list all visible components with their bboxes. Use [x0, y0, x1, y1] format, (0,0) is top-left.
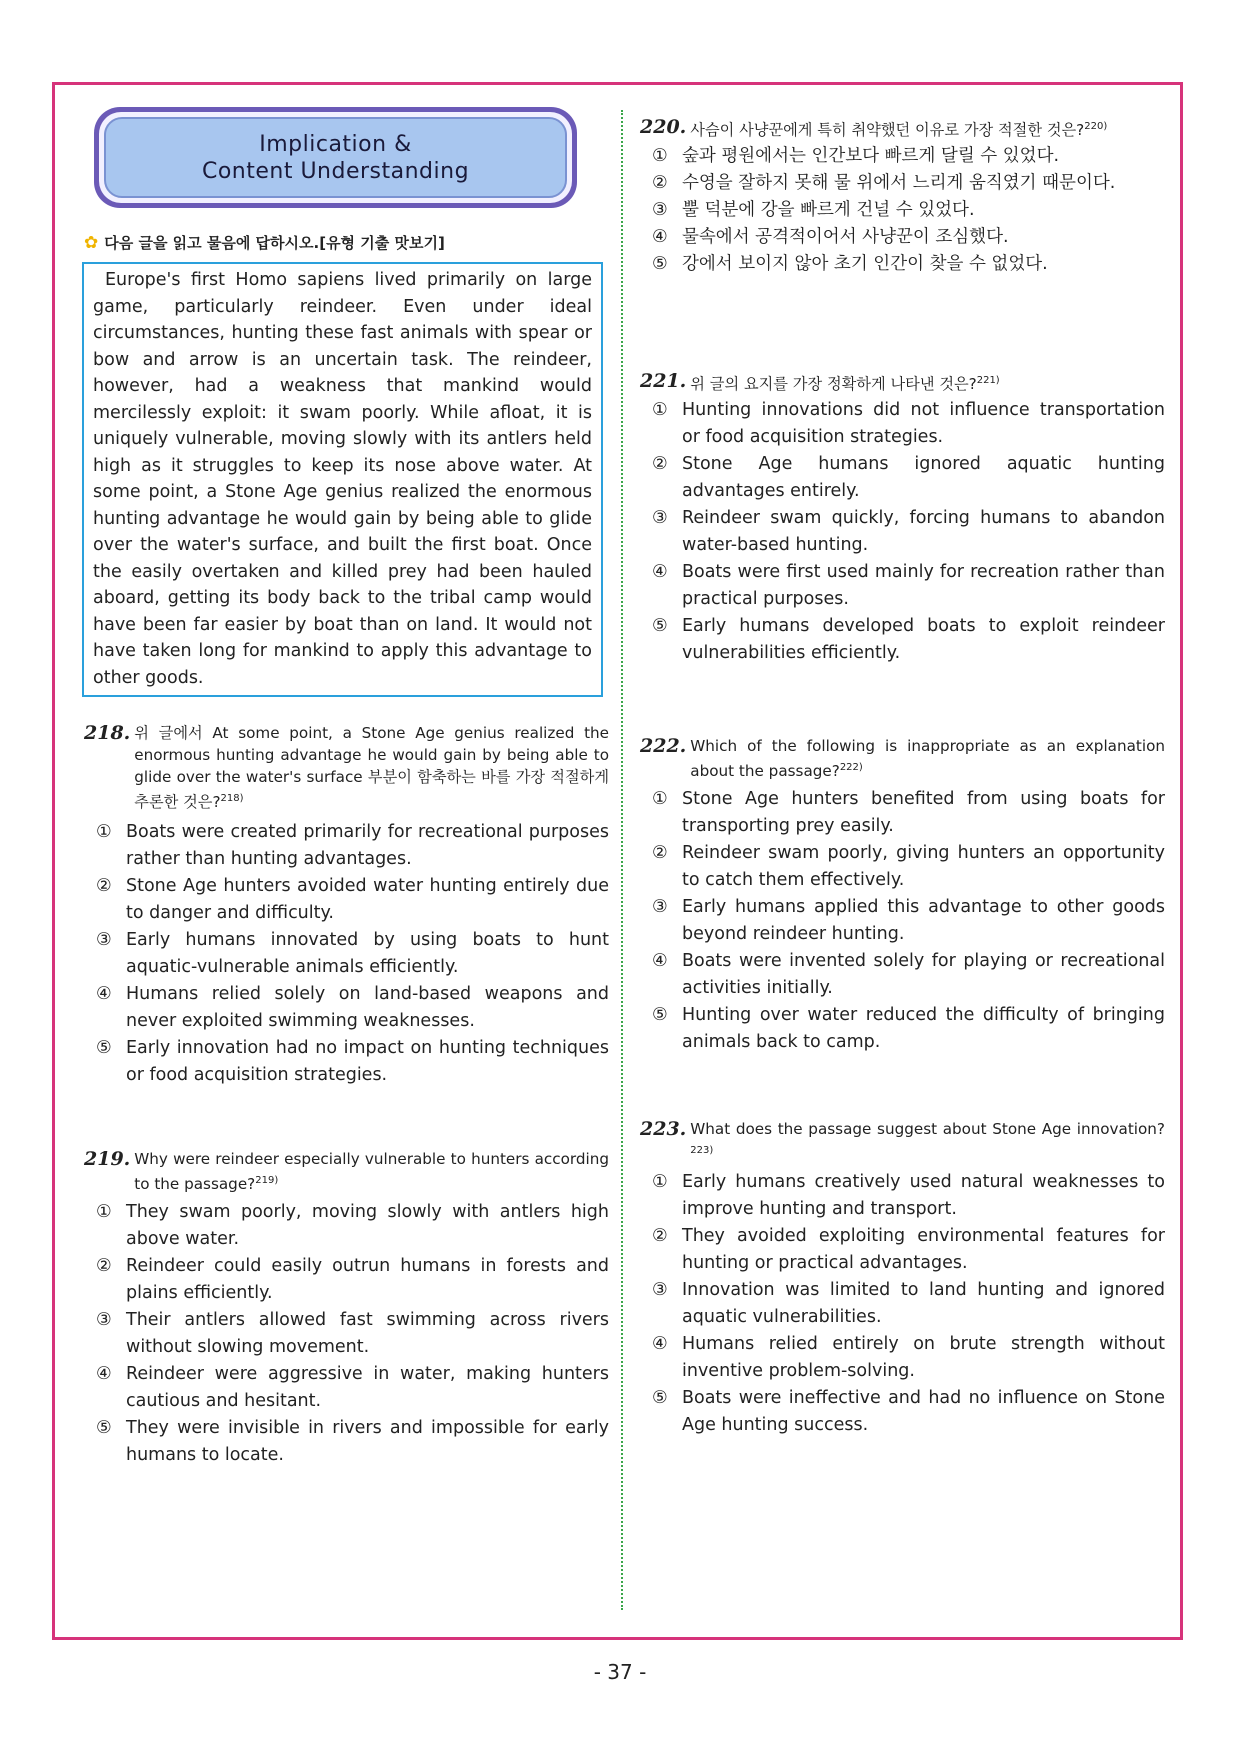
option-text: They swam poorly, moving slowly with antlers high above water.	[126, 1202, 609, 1250]
option-number: ②	[652, 173, 668, 194]
option[interactable]	[84, 1035, 609, 1089]
option-number: ④	[652, 1334, 668, 1355]
option[interactable]	[640, 613, 1165, 667]
option-text: Stone Age humans ignored aquatic hunting advantages entirely.	[682, 454, 1165, 502]
question-220	[640, 116, 1165, 278]
option[interactable]	[640, 786, 1165, 840]
flower-icon: ✿	[84, 232, 99, 253]
option-text: Hunting innovations did not influence transportation or food acquisition strategies.	[682, 400, 1165, 448]
option-text: Humans relied entirely on brute strength without inventive problem-solving.	[682, 1334, 1165, 1382]
passage-box: Europe's first Homo sapiens lived primarily on large game, particularly reindeer. Even under ideal circumstances, hunting these fast animals with spear or bow and arrow is an uncertain task. The reindeer, however, had a weakness that mankind would mercilessly exploit: it swam poorly. While afloat, it is uniquely vulnerable, moving slowly with its antlers held high as it struggles to keep its nose above water. At some point, a Stone Age genius realized the enormous hunting advantage he would gain by being able to glide over the water's surface, and built the first boat. Once the easily overtaken and killed prey had been hauled aboard, getting its body back to the tribal camp would have been far easier by boat than on land. It would not have taken long for mankind to apply this advantage to other goods.	[82, 262, 603, 697]
option[interactable]	[640, 143, 1165, 170]
option[interactable]	[640, 1223, 1165, 1277]
option[interactable]	[84, 819, 609, 873]
option[interactable]	[640, 224, 1165, 251]
option[interactable]	[640, 197, 1165, 224]
option-text: Early humans developed boats to exploit reindeer vulnerabilities efficiently.	[682, 616, 1165, 664]
footnote-marker: 221)	[976, 375, 1000, 386]
option[interactable]	[640, 397, 1165, 451]
option[interactable]	[640, 1385, 1165, 1439]
option[interactable]	[84, 1199, 609, 1253]
option-number: ⑤	[652, 1005, 668, 1026]
option[interactable]	[84, 927, 609, 981]
option-number: ④	[652, 562, 668, 583]
question-text: Which of the following is inappropriate as an explanation about the passage?	[690, 737, 1165, 781]
column-divider	[621, 110, 623, 1610]
question-number: 220.	[640, 116, 687, 138]
option-text: They were invisible in rivers and impossible for early humans to locate.	[126, 1418, 609, 1466]
option-number: ④	[96, 984, 112, 1005]
option-text: Reindeer were aggressive in water, making hunters cautious and hesitant.	[126, 1364, 609, 1412]
question-number: 218.	[84, 722, 131, 744]
question-text: 위 글의 요지를 가장 정확하게 나타낸 것은?	[690, 375, 977, 394]
option-text: Humans relied solely on land-based weapons and never exploited swimming weaknesses.	[126, 984, 609, 1032]
option-number: ③	[652, 897, 668, 918]
question-219	[84, 1148, 609, 1469]
option-text: Stone Age hunters avoided water hunting entirely due to danger and difficulty.	[126, 876, 609, 924]
option-text: 수영을 잘하지 못해 물 위에서 느리게 움직였기 때문이다.	[682, 173, 1116, 194]
section-title-line2: Content Understanding	[201, 158, 470, 184]
option-number: ③	[96, 1310, 112, 1331]
option-text: Early humans creatively used natural weaknesses to improve hunting and transport.	[682, 1172, 1165, 1220]
option[interactable]	[640, 1331, 1165, 1385]
footnote-marker: 222)	[839, 762, 863, 773]
option-text: 강에서 보이지 않아 초기 인간이 찾을 수 없었다.	[682, 254, 1048, 275]
question-text: Why were reindeer especially vulnerable to hunters according to the passage?	[134, 1150, 609, 1194]
option-text: Stone Age hunters benefited from using boats for transporting prey easily.	[682, 789, 1165, 837]
option-number: ⑤	[96, 1418, 112, 1439]
option-number: ④	[96, 1364, 112, 1385]
option-number: ③	[96, 930, 112, 951]
option-text: 뿔 덕분에 강을 빠르게 건널 수 있었다.	[682, 200, 975, 221]
question-number: 219.	[84, 1148, 131, 1170]
option-number: ⑤	[652, 616, 668, 637]
section-title-line1: Implication &	[259, 131, 412, 157]
option[interactable]	[84, 981, 609, 1035]
option-text: Reindeer swam quickly, forcing humans to abandon water-based hunting.	[682, 508, 1165, 556]
option[interactable]	[640, 451, 1165, 505]
option-text: Hunting over water reduced the difficulty of bringing animals back to camp.	[682, 1005, 1165, 1053]
option-number: ②	[652, 454, 668, 475]
option[interactable]	[640, 948, 1165, 1002]
option-number: ②	[96, 1256, 112, 1277]
option[interactable]	[640, 559, 1165, 613]
option-number: ①	[96, 822, 112, 843]
option-text: They avoided exploiting environmental features for hunting or practical advantages.	[682, 1226, 1165, 1274]
option-number: ①	[652, 146, 668, 167]
option-text: Early humans applied this advantage to other goods beyond reindeer hunting.	[682, 897, 1165, 945]
option[interactable]	[640, 170, 1165, 197]
footnote-marker: 219)	[255, 1175, 279, 1186]
option-number: ⑤	[96, 1038, 112, 1059]
option-text: Boats were first used mainly for recreation rather than practical purposes.	[682, 562, 1165, 610]
option-text: Boats were ineffective and had no influence on Stone Age hunting success.	[682, 1388, 1165, 1436]
option-text: Their antlers allowed fast swimming across rivers without slowing movement.	[126, 1310, 609, 1358]
option-number: ②	[96, 876, 112, 897]
option-number: ①	[652, 789, 668, 810]
option-number: ④	[652, 951, 668, 972]
option-number: ③	[652, 200, 668, 221]
option[interactable]	[640, 1169, 1165, 1223]
question-number: 222.	[640, 735, 687, 757]
option[interactable]	[640, 840, 1165, 894]
option-number: ①	[652, 1172, 668, 1193]
option[interactable]	[640, 1277, 1165, 1331]
option-number: ④	[652, 227, 668, 248]
option-text: Innovation was limited to land hunting and ignored aquatic vulnerabilities.	[682, 1280, 1165, 1328]
option-text: Early humans innovated by using boats to hunt aquatic-vulnerable animals efficiently.	[126, 930, 609, 978]
instruction	[84, 232, 445, 253]
question-number: 221.	[640, 370, 687, 392]
option-text: Early innovation had no impact on hunting techniques or food acquisition strategies.	[126, 1038, 609, 1086]
question-text: 사슴이 사냥꾼에게 특히 취약했던 이유로 가장 적절한 것은?	[690, 121, 1085, 140]
option[interactable]	[84, 1253, 609, 1307]
question-223	[640, 1118, 1165, 1439]
question-218	[84, 722, 609, 1089]
option-text: Reindeer swam poorly, giving hunters an opportunity to catch them effectively.	[682, 843, 1165, 891]
option[interactable]	[640, 894, 1165, 948]
option-number: ①	[652, 400, 668, 421]
option[interactable]	[84, 1415, 609, 1469]
option-text: Boats were invented solely for playing or recreational activities initially.	[682, 951, 1165, 999]
option-text: 물속에서 공격적이어서 사냥꾼이 조심했다.	[682, 227, 1009, 248]
footnote-marker: 223)	[690, 1145, 714, 1156]
option-number: ①	[96, 1202, 112, 1223]
option-number: ③	[652, 1280, 668, 1301]
option-number: ③	[652, 508, 668, 529]
option-number: ⑤	[652, 1388, 668, 1409]
footnote-marker: 218)	[220, 793, 244, 804]
option[interactable]	[84, 1361, 609, 1415]
option[interactable]	[640, 251, 1165, 278]
page-number: - 37 -	[593, 1660, 647, 1684]
question-text: What does the passage suggest about Stone Age innovation?	[690, 1120, 1165, 1138]
option[interactable]	[84, 1307, 609, 1361]
option-text: Reindeer could easily outrun humans in forests and plains efficiently.	[126, 1256, 609, 1304]
question-221	[640, 370, 1165, 667]
option[interactable]	[640, 505, 1165, 559]
option-text: 숲과 평원에서는 인간보다 빠르게 달릴 수 있었다.	[682, 146, 1060, 167]
question-number: 223.	[640, 1118, 687, 1140]
section-title-badge	[94, 107, 577, 208]
question-text: 위 글에서 At some point, a Stone Age genius realized the enormous hunting advantage he would gain by being able to glide over the water's surface 부분이 함축하는 바를 가장 적절하게 추론한 것은?	[134, 724, 609, 812]
option-number: ⑤	[652, 254, 668, 275]
footnote-marker: 220)	[1084, 121, 1108, 132]
option-text: Boats were created primarily for recreational purposes rather than hunting advantages.	[126, 822, 609, 870]
option[interactable]	[84, 873, 609, 927]
option-number: ②	[652, 1226, 668, 1247]
instruction-text: 다음 글을 읽고 물음에 답하시오.[유형 기출 맛보기]	[104, 234, 445, 252]
question-222	[640, 735, 1165, 1056]
option[interactable]	[640, 1002, 1165, 1056]
option-number: ②	[652, 843, 668, 864]
